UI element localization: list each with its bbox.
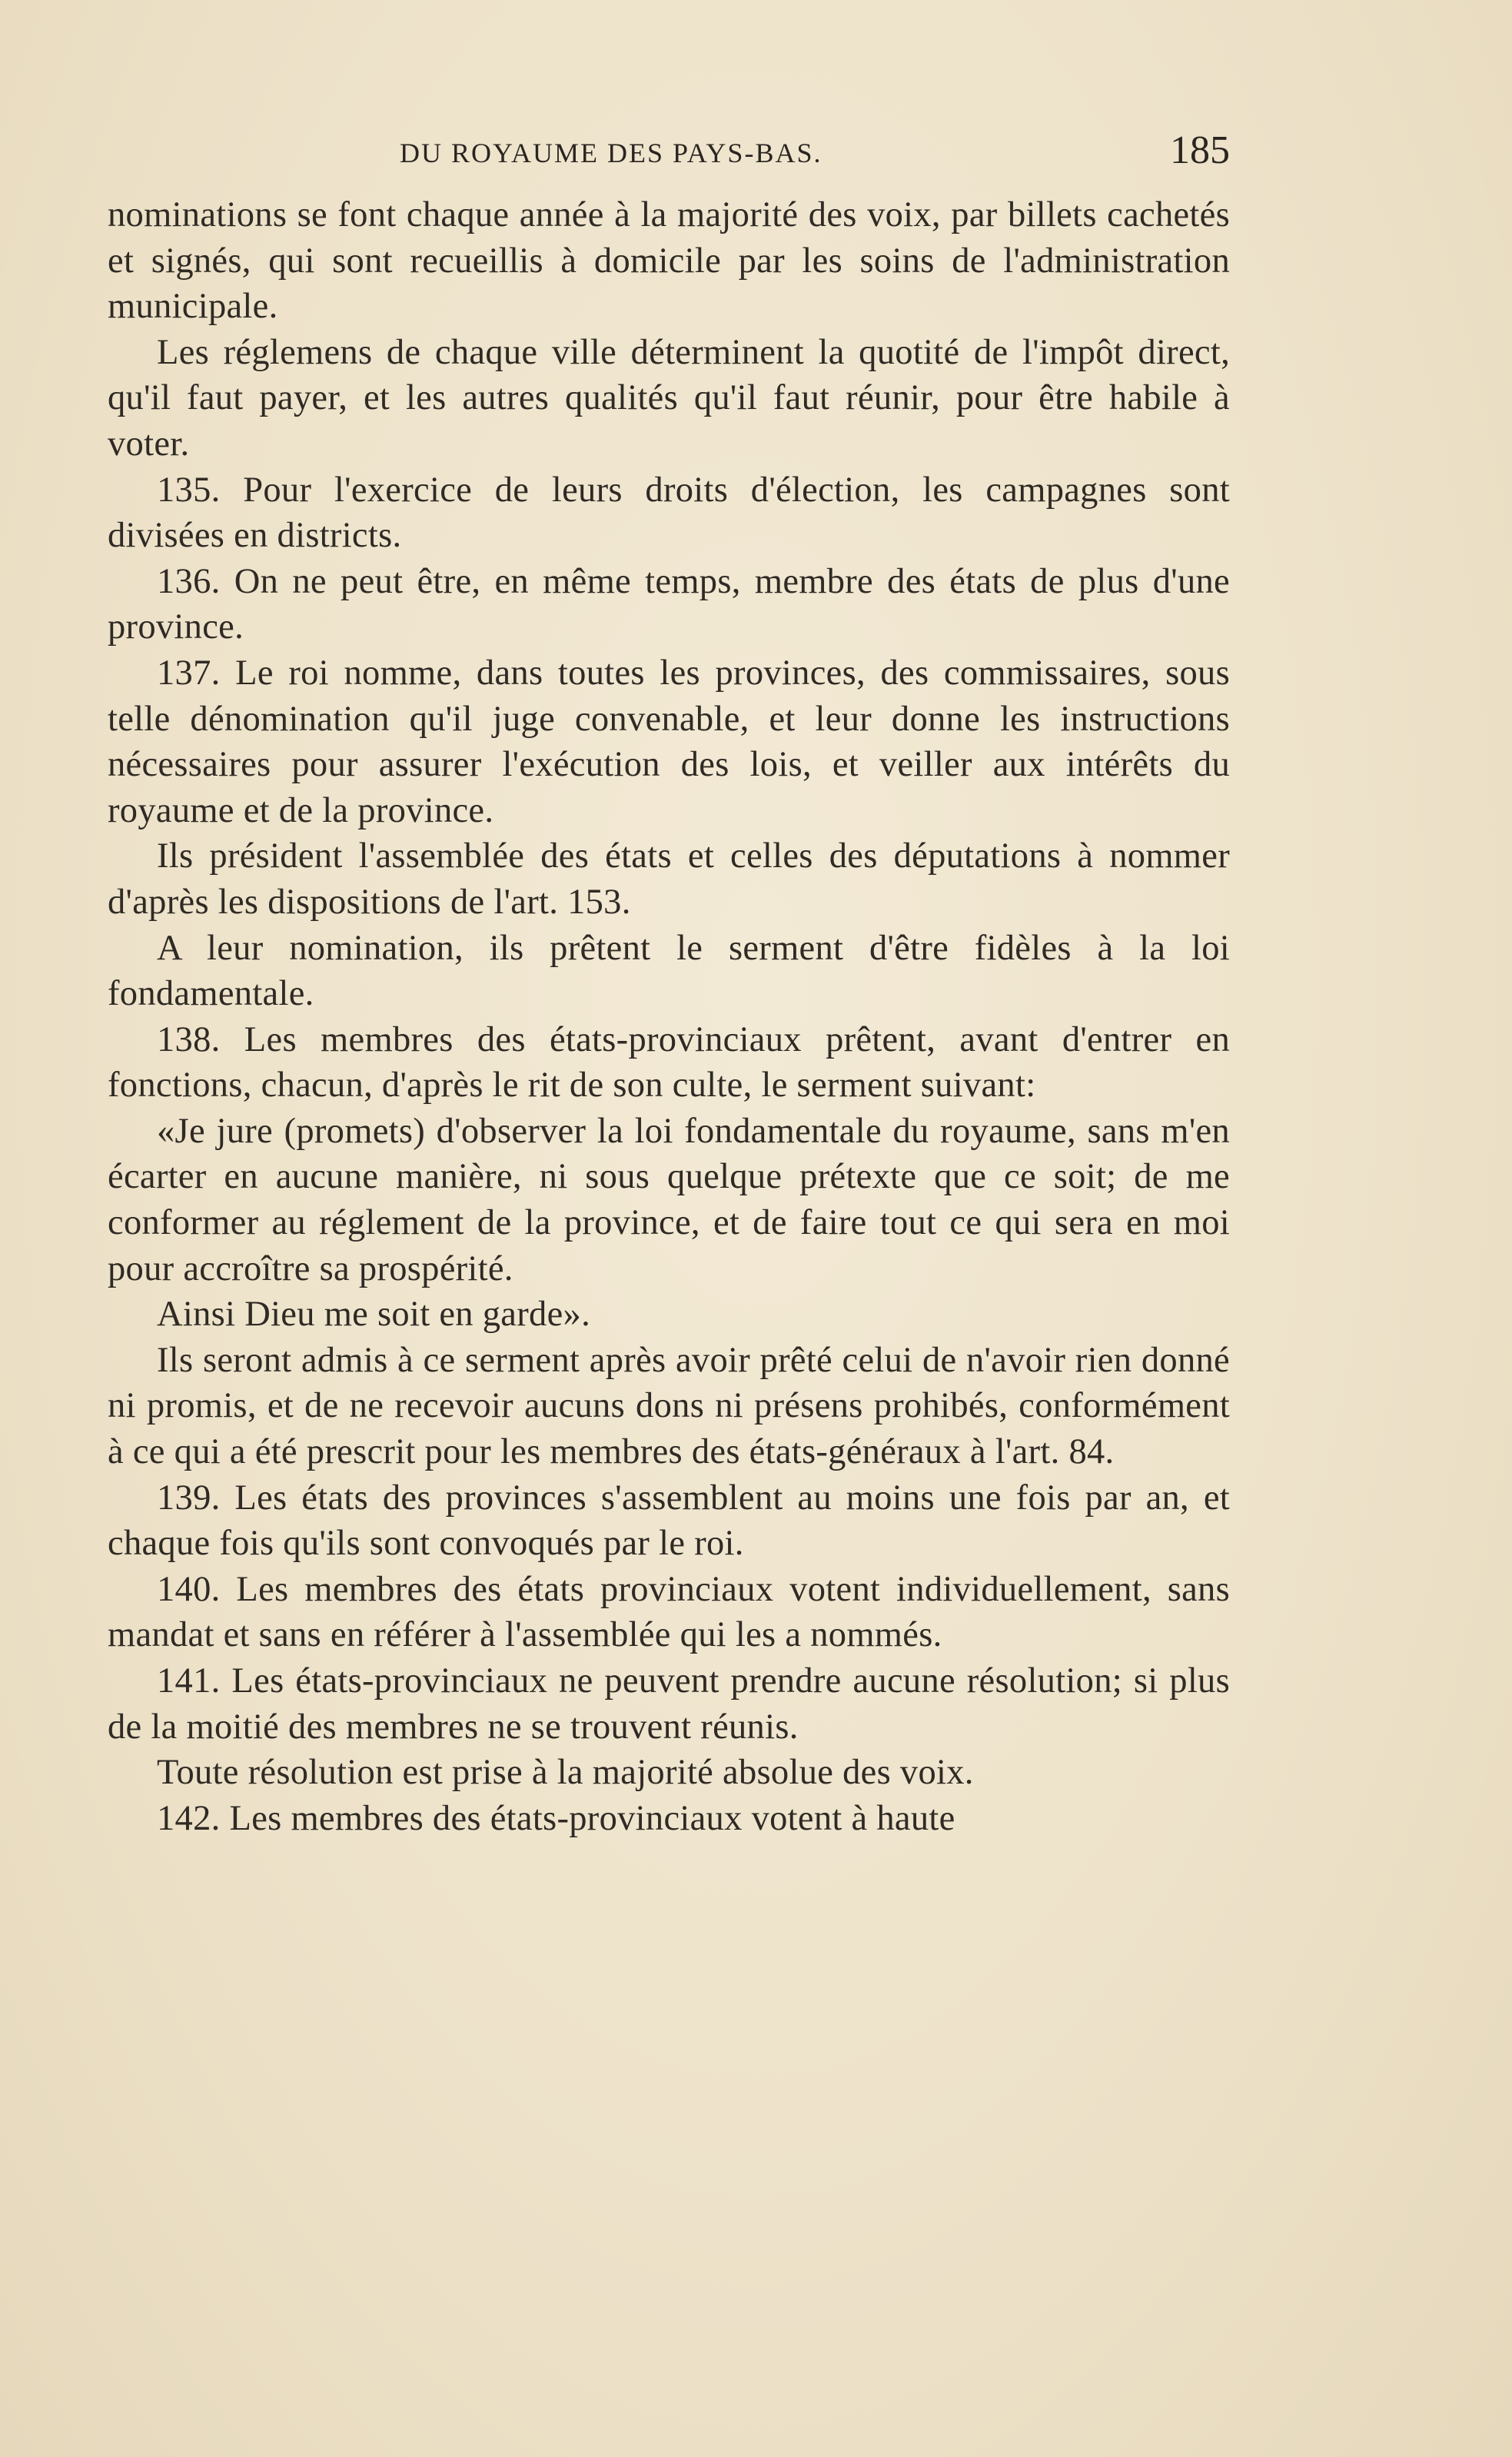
book-page (108, 123, 1230, 2383)
oath-closing: Ainsi Dieu me soit en garde». (157, 1295, 590, 1335)
body-text (108, 192, 1230, 1841)
paragraph: A leur nomination, ils prêtent le serment d'être fidèles à la loi fondamentale. (108, 928, 1230, 1014)
article-135: 135. Pour l'exercice de leurs droits d'élection, les campagnes sont divisées en districts. (108, 470, 1230, 556)
article-137: 137. Le roi nomme, dans toutes les provinces, des commissaires, sous telle dénomination qu'il juge convenable, et leur donne les instructions nécessaires pour assurer l'exécution des lois, et veiller aux intérêts du royaume et de la province. (108, 653, 1230, 830)
paragraph-continuation: nominations se font chaque année à la majorité des voix, par billets cachetés et signés, qui sont recueillis à domicile par les soins de l'administration municipale. (108, 195, 1230, 327)
paragraph: Ils seront admis à ce serment après avoir prêté celui de n'avoir rien donné ni promis, et de ne recevoir aucuns dons ni présens prohibés, conformément à ce qui a été prescrit pour les membres des états-généraux à l'art. 84. (108, 1340, 1230, 1472)
paragraph: Ils président l'assemblée des états et celles des députations à nommer d'après les dispositions de l'art. 153. (108, 836, 1230, 922)
running-title: DU ROYAUME DES PAYS-BAS. (400, 138, 822, 168)
page-number: 185 (1170, 128, 1230, 172)
article-138: 138. Les membres des états-provinciaux prêtent, avant d'entrer en fonctions, chacun, d'après le rit de son culte, le serment suivant: (108, 1019, 1230, 1105)
article-142: 142. Les membres des états-provinciaux votent à haute (157, 1798, 955, 1838)
article-141: 141. Les états-provinciaux ne peuvent prendre aucune résolution; si plus de la moitié des membres ne se trouvent réunis. (108, 1661, 1230, 1747)
article-136: 136. On ne peut être, en même temps, membre des états de plus d'une province. (108, 561, 1230, 647)
page-header (108, 123, 1230, 192)
article-140: 140. Les membres des états provinciaux votent individuellement, sans mandat et sans en référer à l'assemblée qui les a nommés. (108, 1569, 1230, 1655)
paragraph: Toute résolution est prise à la majorité absolue des voix. (157, 1753, 974, 1793)
oath-text: «Je jure (promets) d'observer la loi fondamentale du royaume, sans m'en écarter en aucune manière, ni sous quelque prétexte que ce soit; de me conformer au réglement de la province, et de faire tout ce qui sera en moi pour accroître sa prospérité. (108, 1111, 1230, 1288)
article-139: 139. Les états des provinces s'assemblent au moins une fois par an, et chaque fois qu'ils sont convoqués par le roi. (108, 1478, 1230, 1564)
paragraph: Les réglemens de chaque ville déterminent la quotité de l'impôt direct, qu'il faut payer, et les autres qualités qu'il faut réunir, pour être habile à voter. (108, 332, 1230, 464)
